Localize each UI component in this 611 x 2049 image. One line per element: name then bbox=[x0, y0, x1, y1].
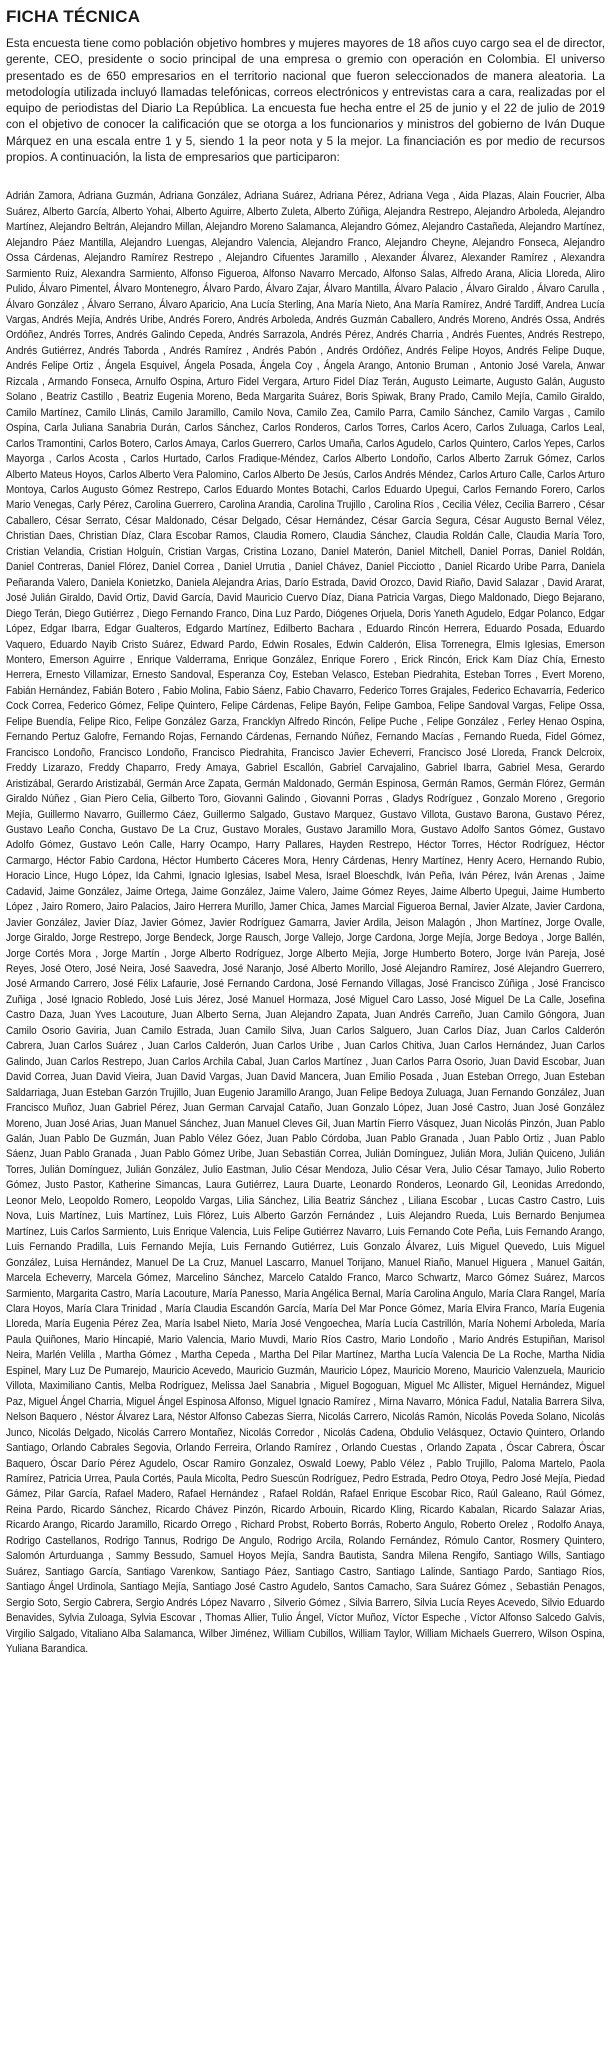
participant-list: Adrián Zamora, Adriana Guzmán, Adriana González, Adriana Suárez, Adriana Pérez, Adriana Vega , Aida Plazas, Alain Foucrier, Alba Suárez, Alberto García, Alberto Yohai, Alberto Aguirre, Alberto Zuleta, Alberto Zúñiga, Alejandra Restrepo, Alejandro Arboleda, Alejandro Martínez, Alejandro Beltrán, Alejandro Millan, Alejandro Moreno Salamanca, Alejandro Gómez, Alejandro Castañeda, Alejandro Martínez, Alejandro Páez Mantilla, Alejandro Luengas, Alejandro Valencia, Alejandro Franco, Alejandro Cheyne, Alejandro Fonseca, Alejandro Ossa Cárdenas, Alejandro Ramírez Restrepo , Alejandro Cifuentes Jaramillo , Alexander Álvarez, Alexander Ramírez , Alexandra Sarmiento Ruiz, Alexandra Sarmiento, Alfonso Figueroa, Alfonso Navarro Mercado, Alfonso Salas, Alfredo Arana, Alicia Lloreda, Aliro Pulido, Álvaro Pimentel, Álvaro Montenegro, Álvaro Pardo, Álvaro Zajar, Álvaro Mantilla, Álvaro Palacio , Álvaro Giraldo , Álvaro Carulla , Álvaro González , Álvaro Serrano, Álvaro Aparicio, Ana Lucía Sterling, Ana María Nieto, Ana María Ramírez, André Tardiff, Andrea Lucía Vargas, Andrés Mejía, Andrés Uribe, Andrés Forero, Andrés Arboleda, Andrés Guzmán Caballero, Andrés Moreno, Andrés Ossa, Andrés Ordóñez, Andrés Torres, Andrés Galindo Cepeda, Andrés Sarrazola, Andrés Pérez, Andrés Charria , Andrés Fuentes, Andrés Restrepo, Andrés Gutiérrez, Andrés Taborda , Andrés Ramírez , Andrés Pabón , Andrés Ordóñez, Andrés Felipe Hoyos, Andrés Felipe Duque, Andrés Felipe Ortiz , Ángela Esquivel, Ángela Posada, Ángela Coy , Ángela Arango, Antonio Bruman , Antonio José Varela, Anwar Rizcala , Armando Fonseca, Arnulfo Ospina, Arturo Fidel Vergara, Arturo Fidel Díaz Terán, Augusto Leimarte, Augusto Galán, Augusto Solano , Beatriz Castillo , Beatriz Eugenia Moreno, Beda Margarita Suárez, Boris Spiwak, Brany Prado, Camilo Mejía, Camilo Giraldo, Camilo Martínez, Camilo Llinás, Camilo Jaramillo, Camilo Nova, Camilo Zea, Camilo Parra, Camilo Sánchez, Camilo Vargas , Camilo Ospina, Carla Juliana Sanabria Durán, Carlos Sánchez, Carlos Ronderos, Carlos Torres, Carlos Acero, Carlos Zuluaga, Carlos Leal, Carlos Tramontini, Carlos Botero, Carlos Amaya, Carlos Guerrero, Carlos Umaña, Carlos Agudelo, Carlos Quintero, Carlos Yepes, Carlos Mayorga , Carlos Acosta , Carlos Hurtado, Carlos Fradique-Méndez, Carlos Alberto Londoño, Carlos Alberto Zarruk Gómez, Carlos Alberto Mateus Hoyos, Carlos Alberto Vera Palomino, Carlos Alberto De Jesús, Carlos Andrés Méndez, Carlos Arturo Calle, Carlos Arturo Montoya, Carlos Augusto Gómez Restrepo, Carlos Eduardo Montes Botachi, Carlos Eduardo Upegui, Carlos Fernando Forero, Carlos Mario Venegas, Carly Pérez, Carolina Guerrero, Carolina Arandia, Carolina Trujillo , Carolina Ríos , Cecilia Vélez, Cecilia Barrero , César Caballero, César Serrato, César Maldonado, César Delgado, César Hernández, César García Segura, César Augusto Bernal Vélez, Christian Daes, Christian Díaz, Clara Escobar Ramos, Claudia Romero, Claudia Sánchez, Claudia Roldán Calle, Claudia María Toro, Cristian Velandia, Cristian Holguín, Cristian Vargas, Cristina Lozano, Daniel Materón, Daniel Mitchell, Daniel Porras, Daniel Roldán, Daniel Contreras, Daniel Flórez, Daniel Correa , Daniel Urrutia , Daniel Chávez, Daniel Picciotto , Daniel Ricardo Uribe Parra, Daniela Peñaranda Valero, Daniela Konietzko, Daniela Alejandra Arias, Darío Estrada, David Orozco, David Riaño, David Salazar , David Ararat, José Julián Giraldo, David Ortiz, David García, David Mauricio Cuervo Díaz, Diana Patricia Vargas, Diego Maldonado, Diego Bejarano, Diego Terán, Diego Gutiérrez , Diego Fernando Franco, Dina Luz Pardo, Diógenes Orjuela, Doris Yaneth Agudelo, Edgar Polanco, Edgar López, Edgar Ibarra, Edgar Gualteros, Edgardo Martínez, Edilberto Bachara , Eduardo Rincón Herrera, Eduardo Posada, Eduardo Vaquero, Eduardo Nayib Cristo Suárez, Edward Pardo, Edwin Rosales, Edwin Calderón, Elisa Torrenegra, Elmis Iglesias, Emerson Montero, Emerson Aguirre , Enrique Valderrama, Enrique González, Enrique Forero , Erick Rincón, Erick Kam Díaz Chía, Ernesto Herrera, Ernesto Villamizar, Ernesto Sandoval, Esperanza Coy, Esteban Velasco, Esteban Piedrahita, Esteban Torres , Evert Moreno, Fabián Hernández, Fabián Botero , Fabio Molina, Fabio Sáenz, Fabio Chavarro, Federico Torres Grajales, Federico Echavarría, Federico Cock Correa, Federico Gómez, Felipe Quintero, Felipe Cárdenas, Felipe Bayón, Felipe Gamboa, Felipe Sandoval Vargas, Felipe Ossa, Felipe Buendía, Felipe Rico, Felipe González Garza, Francklyn Alfredo Rincón, Felipe Puche , Felipe González , Ferley Henao Ospina, Fernando Pertuz Galofre, Fernando Rojas, Fernando Cárdenas, Fernando Núñez, Fernando Macías , Fernando Rueda, Fidel Gómez, Francisco Londoño, Francisco Londoño, Francisco Piedrahita, Francisco Javier Echeverri, Francisco José Lloreda, Franck Delcroix, Freddy Lizarazo, Freddy Chaparro, Fredy Amaya, Gabriel Escallón, Gabriel Carvajalino, Gabriel Ibarra, Gabriel Mesa, Gerardo Aristizábal, Gerardo Aristizabál, Germán Arce Zapata, Germán Maldonado, Germán Espinosa, Germán Ramos, Germán Flórez, Germán Giraldo Núñez , Gian Piero Celia, Gilberto Toro, Giovanni Galindo , Giovanni Porras , Gladys Rodríguez , Gonzalo Moreno , Gregorio Mejía, Guillermo Navarro, Guillermo Cáez, Guillermo Salgado, Gustavo Marquez, Gustavo Villota, Gustavo Barona, Gustavo Pérez, Gustavo Leaño Concha, Gustavo De La Cruz, Gustavo Morales, Gustavo Jaramillo Mora, Gustavo Adolfo Santos Gómez, Gustavo Adolfo Gómez, Gustavo León Calle, Harry Ocampo, Harry Pallares, Hayden Restrepo, Héctor Torres, Héctor Rodríguez, Héctor Carmargo, Héctor Fabio Cardona, Héctor Humberto Cáceres Mora, Henry Cárdenas, Henry Martínez, Henry Acero, Hernando Rubio, Horacio Lince, Hugo López, Ida Cahmi, Ignacio Iglesias, Isabel Mesa, Israel Bloeschdk, Iván Peña, Iván Pérez, Iván Arenas , Jaime Cadavid, Jaime González, Jaime Ortega, Jaime González, Jaime Valero, Jaime Gómez Reyes, Jaime Alberto Upegui, Jaime Humberto López , Jairo Romero, Jairo Palacios, Jairo Herrera Murillo, Jamer Chica, James Marcial Figueroa Bernal, Javier Alzate, Javier Cardona, Javier González, Javier Díaz, Javier Gómez, Javier Rodríguez Gamarra, Javier Ardila, Jeison Malagón , Jhon Martínez, Jorge Ovalle, Jorge Giraldo, Jorge Restrepo, Jorge Bendeck, Jorge Rausch, Jorge Vallejo, Jorge Cardona, Jorge Mejía, Jorge Bedoya , Jorge Ballén, Jorge Cortés Mora , Jorge Martín , Jorge Alberto Rodríguez, Jorge Alberto Mejía, Jorge Humberto Botero, Jorge Iván Pareja, José Reyes, José Otero, José Neira, José Saavedra, José Naranjo, José Alberto Morillo, José Alejandro Ramírez, José Alejandro Guerrero, José Armando Carrero, José Félix Lafaurie, José Fernando Cardona, José Fernando Villagas, José Francisco Zúñiga , José Francisco Zuñiga , José Ignacio Robledo, José Luis Jérez, José Manuel Hormaza, José Miguel Caro Lasso, José Miguel De La Calle, Josefina Castro Daza, Juan Yves Lacouture, Juan Alberto Serna, Juan Alejandro Zapata, Juan Andrés Carreño, Juan Camilo Góngora, Juan Camilo Osorio Gaviria, Juan Camilo Estrada, Juan Camilo Silva, Juan Carlos Salguero, Juan Carlos Díaz, Juan Carlos Calderón Cabrera, Juan Carlos Suárez , Juan Carlos Calderón, Juan Carlos Uribe , Juan Carlos Chitiva, Juan Carlos Hernández, Juan Carlos Galindo, Juan Carlos Restrepo, Juan Carlos Archila Cabal, Juan Carlos Martínez , Juan Carlos Parra Osorio, Juan David Escobar, Juan David Correa, Juan David Vieira, Juan David Vargas, Juan David Mancera, Juan Emilio Posada , Juan Esteban Orrego, Juan Esteban Saldarriaga, Juan Esteban Garzón Trujillo, Juan Eugenio Jaramillo Arango, Juan Felipe Bedoya Zuluaga, Juan Fernando González, Juan Francisco Muñoz, Juan Gabriel Pérez, Juan German Carvajal Cataño, Juan Gonzalo López, Juan José Castro, Juan José González Moreno, Juan José Arias, Juan Manuel Sánchez, Juan Manuel Cleves Gil, Juan Martín Fierro Vásquez, Juan Nicolás Pinzón, Juan Pablo Galán, Juan Pablo De Guzmán, Juan Pablo Vélez Góez, Juan Pablo Córdoba, Juan Pablo Granada , Juan Pablo Ortiz , Juan Pablo Sáenz, Juan Pablo Granada , Juan Pablo Gómez Uribe, Juan Sebastián Correa, Julián Domínguez, Julián Mora, Julián Quiceno, Julián Torres, Julián Domínguez, Julián González, Julio Eastman, Julio César Mendoza, Julio César Vera, Julio César Tamayo, Julio Roberto Gómez, Justo Pastor, Katherine Simancas, Laura Gutiérrez, Laura Duarte, Leonardo Ronderos, Leonardo Gil, Leonidas Arredondo, Leonor Melo, Leopoldo Romero, Leopoldo Vargas, Lilia Sánchez, Lilia Beatriz Sánchez , Liliana Escobar , Lucas Castro Castro, Luis Nova, Luis Martínez, Luis Martínez, Luis Flórez, Luis Alberto Garzón Fernández , Luis Alejandro Rueda, Luis Bernardo Benjumea Martínez, Luis Carlos Sarmiento, Luis Enrique Valencia, Luis Felipe Gutiérrez Navarro, Luis Fernando Cote Peña, Luis Fernando Arango, Luis Fernando Pradilla, Luis Fernando Mejía, Luis Fernando Gutiérrez, Luis Gonzalo Álvarez, Luis Miguel Quevedo, Luis Miguel González, Luisa Hernández, Manuel De La Cruz, Manuel Lascarro, Manuel Torijano, Manuel Riaño, Manuel Higuera , Manuel Gaitán, Marcela Echeverry, Marcela Gómez, Marcelino Sánchez, Marcelo Cataldo Franco, Marco Schwartz, Marco Gómez Suárez, Marcos Sarmiento, Margarita Castro, María Lacouture, María Panesso, María Angélica Bernal, María Carolina Angulo, María Clara Rangel, María Clara Hoyos, María Clara Trinidad , María Claudia Escandón García, María Del Mar Ponce Gómez, María Elvira Franco, María Eugenia Lloreda, María Eugenia Pérez Zea, María Isabel Nieto, María José Vengoechea, María Lucía Castrillón, María Nohemí Arboleda, María Paula Quiñones, Mario Hincapié, Mario Valencia, Mario Muvdi, Mario Ríos Castro, Mario Londoño , Mario Andrés Estupiñan, Marisol Neira, Marlén Velilla , Martha Gómez , Martha Cepeda , Martha Del Pilar Martínez, Martha Lucía Valencia De La Roche, Martha Nidia Espinel, Mary Luz De Pumarejo, Mauricio Acevedo, Mauricio Guzmán, Mauricio López, Mauricio Moreno, Mauricio Valenzuela, Mauricio Villota, Maximiliano Cantis, Melba Rodríguez, Melissa Jael Sanabria , Miguel Bogoguan, Miguel Mc Allister, Miguel Hernández, Miguel Paz, Miguel Ángel Charria, Miguel Ángel Espinosa Alfonso, Miguel Ignacio Ramírez , Mirna Navarro, Mónica Fadul, Natalia Barrera Silva, Nelson Baquero , Néstor Álvarez Lara, Néstor Alfonso Cabezas Sierra, Nicolás Carrero, Nicolás Ramón, Nicolás Poveda Solano, Nicolás Junco, Nicolás Delgado, Nicolás Carrero Montañez, Nicolás Corredor , Nicolás Cadena, Obdulio Velásquez, Octavio Quintero, Orlando Santiago, Orlando Cabrales Segovia, Orlando Ferreira, Orlando Ramírez , Orlando Cuestas , Orlando Zapata , Óscar Cabrera, Óscar Baquero, Óscar Darío Pérez Agudelo, Oscar Ramiro Gonzalez, Oswald Loewy, Pablo Vélez , Pablo Trujillo, Paloma Martelo, Paola Ramírez, Patricia Urrea, Paula Cortés, Paula Micolta, Pedro Suescún Rodríguez, Pedro Estrada, Pedro Otoya, Pedro José Mejía, Piedad Gámez, Pilar García, Rafael Madero, Rafael Hernández , Rafael Roldán, Rafael Enrique Escobar Rico, Raúl Galeano, Raúl Gómez, Reina Pardo, Ricardo Sánchez, Ricardo Chávez Pinzón, Ricardo Arbouin, Ricardo Kling, Ricardo Kabalan, Ricardo Salazar Arias, Ricardo Arango, Ricardo Jaramillo, Ricardo Orrego , Richard Probst, Roberto Borrás, Roberto Angulo, Roberto Orelez , Rodolfo Anaya, Rodrigo Castellanos, Rodrigo Tannus, Rodrigo De Angulo, Rodrigo Arcila, Rolando Fernández, Rómulo Cantor, Rosmery Quintero, Salomón Arturduanga , Sammy Bessudo, Samuel Hoyos Mejía, Sandra Bautista, Sandra Milena Rengifo, Santiago Wills, Santiago Suárez, Santiago García, Santiago Varenkow, Santiago Páez, Santiago Castro, Santiago Lalinde, Santiago Pardo, Santiago Ríos, Santiago Ángel Urdinola, Santiago Mejía, Santiago José Castro Agudelo, Santos Camacho, Sara Suárez Gómez , Sebastián Penagos, Sergio Soto, Sergio Cabrera, Sergio Andrés López Navarro , Silverio Gómez , Silvia Barrero, Silvia Lucía Reyes Acevedo, Silvio Eduardo Benavides, Sylvia Zuloaga, Sylvia Escovar , Thomas Allier, Tulio Ángel, Víctor Muñoz, Víctor Espeche , Víctor Alfonso Salcedo Galvis, Virgilio Salgado, Vitaliano Alba Salamanca, Wilber Jiménez, William Cubillos, William Taylor, William Michaels Guerrero, Wilson Ospina, Yuliana Barandica. bbox=[6, 190, 605, 1655]
intro-paragraph: Esta encuesta tiene como población objetivo hombres y mujeres mayores de 18 años cuyo cargo sea el de director, gerente, CEO, presidente o socio principal de una empresa o gremio con operación en Colombia. El universo presentado es de 650 empresarios en el territorio nacional que fueron seleccionados de manera aleatoria. La metodología utilizada incluyó llamadas telefónicas, correos electrónicos y entrevistas cara a cara, realizadas por el equipo de periodistas del Diario La República. La encuesta fue hecha entre el 25 de junio y el 22 de julio de 2019 con el objetivo de conocer la calificación que se otorga a los funcionarios y ministros del gobierno de Iván Duque Márquez en una escala entre 1 y 5, siendo 1 la peor nota y 5 la mejor. La financiación es por medio de recursos propios. A continuación, la lista de empresarios que participaron: bbox=[6, 36, 605, 165]
section-title: FICHA TÉCNICA bbox=[6, 7, 141, 26]
